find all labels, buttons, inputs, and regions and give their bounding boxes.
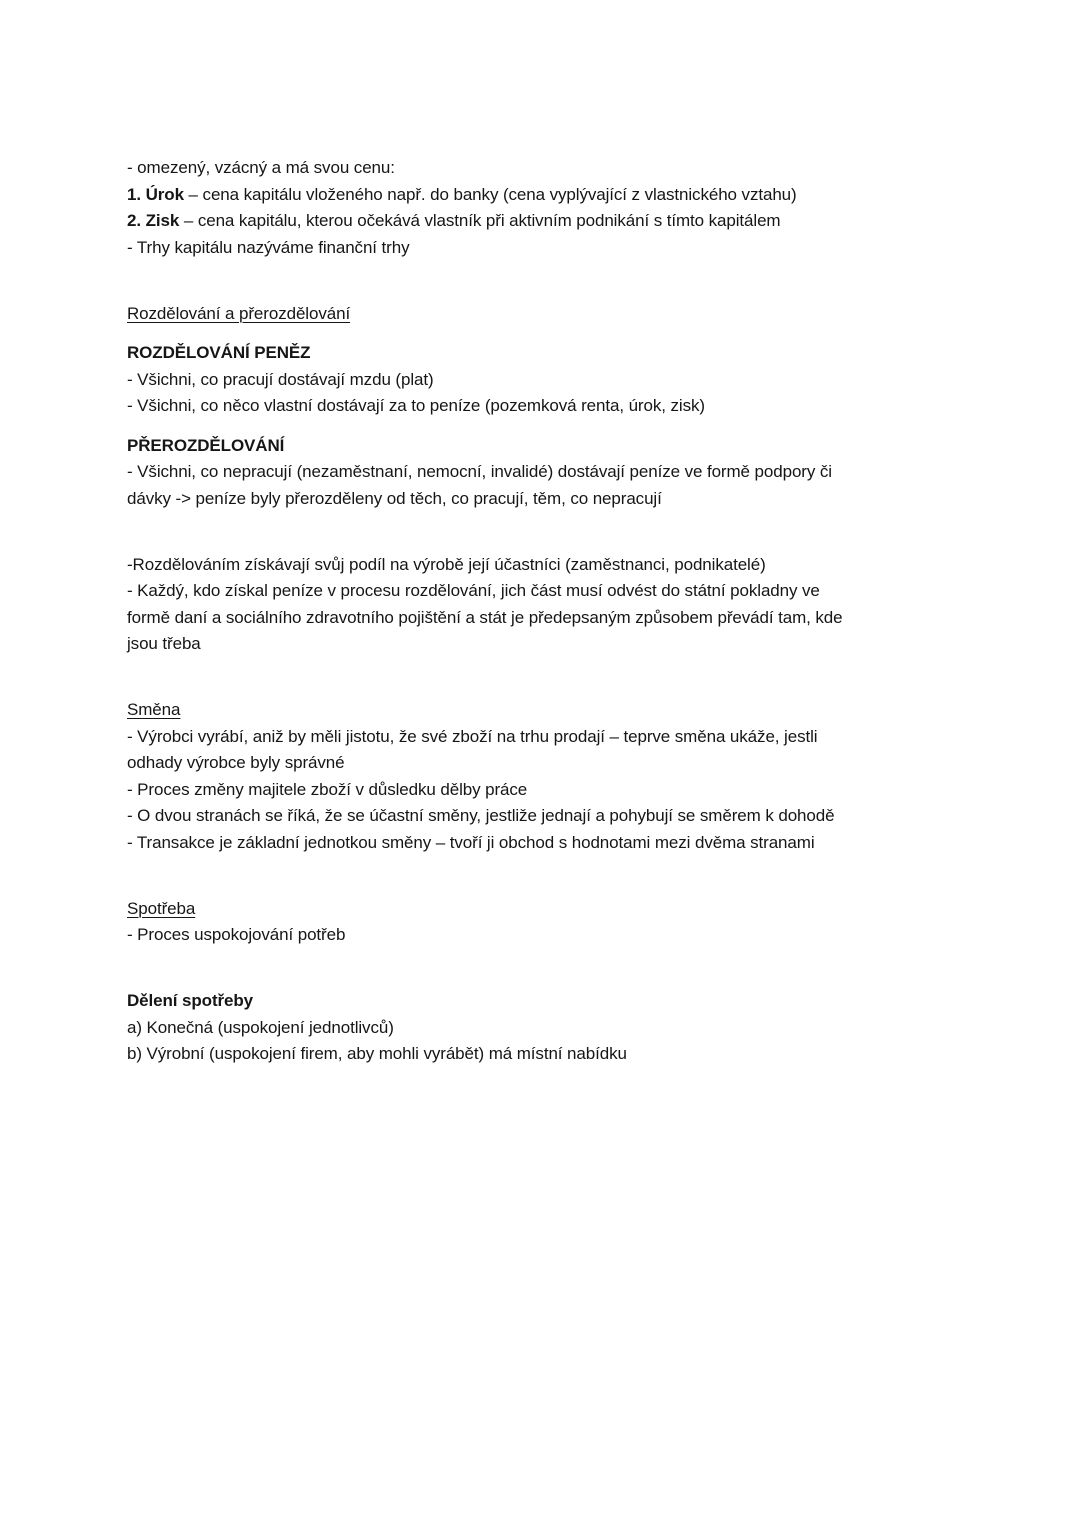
document-content (127, 155, 960, 1068)
text-segment: ROZDĚLOVÁNÍ PENĚZ (127, 343, 311, 362)
text-line (127, 697, 960, 724)
text-segment: - Všichni, co nepracují (nezaměstnaní, nemocní, invalidé) dostávají peníze ve formě podpory či (127, 462, 832, 481)
smena-paragraph (127, 697, 960, 856)
text-segment: - omezený, vzácný a má svou cenu: (127, 158, 395, 177)
text-segment: PŘEROZDĚLOVÁNÍ (127, 435, 285, 455)
text-line (127, 459, 960, 486)
text-segment: - Všichni, co pracují dostávají mzdu (plat) (127, 369, 434, 389)
text-segment: a) Konečná (uspokojení jednotlivců) (127, 1017, 394, 1037)
text-line (127, 208, 960, 235)
spacer (127, 525, 960, 552)
text-line (127, 182, 960, 209)
text-segment: -Rozdělováním získávají svůj podíl na výrobě její účastníci (zaměstnanci, podnikatelé) (127, 554, 766, 574)
text-line (127, 552, 960, 579)
spotreba-paragraph (127, 896, 960, 949)
text-segment: - Proces změny majitele zboží v důsledku dělby práce (127, 779, 528, 799)
text-line (127, 631, 960, 658)
text-line (127, 777, 960, 804)
text-line (127, 750, 960, 777)
text-segment: - Každý, kdo získal peníze v procesu rozdělování, jich část musí odvést do státní pokladny ve (127, 581, 820, 600)
text-line (127, 155, 960, 182)
spacer (127, 671, 960, 698)
text-line (127, 486, 960, 513)
text-segment: - Všichni, co něco vlastní dostávají za to peníze (pozemková renta, úrok, zisk) (127, 396, 705, 415)
text-segment: 2. Zisk (127, 211, 180, 230)
rozdelovani-penez-paragraph (127, 340, 960, 420)
text-segment: - Proces uspokojování potřeb (127, 925, 346, 944)
text-line (127, 922, 960, 949)
text-segment: b) Výrobní (uspokojení firem, aby mohli vyrábět) má místní nabídku (127, 1044, 627, 1063)
deleni-spotreby-paragraph (127, 988, 960, 1068)
spacer (127, 869, 960, 896)
text-segment: - O dvou stranách se říká, že se účastní směny, jestliže jednají a pohybují se směrem k dohodě (127, 806, 835, 825)
text-line (127, 340, 960, 367)
text-line (127, 235, 960, 262)
text-segment: Směna (127, 700, 181, 719)
text-segment: 1. Úrok (127, 184, 184, 204)
text-segment: Rozdělování a přerozdělování (127, 303, 351, 323)
text-line (127, 433, 960, 460)
text-segment: Spotřeba (127, 898, 196, 918)
text-line (127, 605, 960, 632)
text-line (127, 988, 960, 1015)
text-segment: jsou třeba (127, 634, 201, 653)
text-line (127, 1015, 960, 1042)
text-line (127, 1041, 960, 1068)
text-segment: Dělení spotřeby (127, 991, 254, 1010)
text-line (127, 896, 960, 923)
text-segment: - Trhy kapitálu nazýváme finanční trhy (127, 237, 410, 257)
text-line (127, 830, 960, 857)
text-segment: formě daní a sociálního zdravotního pojištění a stát je předepsaným způsobem převádí tam, kde (127, 607, 843, 627)
prerozdelovani-paragraph (127, 433, 960, 513)
text-segment: odhady výrobce byly správné (127, 753, 345, 772)
text-segment: dávky -> peníze byly přerozděleny od těch, co pracují, těm, co nepracují (127, 488, 662, 508)
text-line (127, 301, 960, 328)
text-line (127, 803, 960, 830)
text-segment: – cena kapitálu vloženého např. do banky (cena vyplývající z vlastnického vztahu) (183, 184, 797, 204)
section-title-rozdelovani (127, 301, 960, 328)
text-line (127, 578, 960, 605)
text-line (127, 367, 960, 394)
rozdelovani-detail-paragraph (127, 552, 960, 658)
text-segment: – cena kapitálu, kterou očekává vlastník při aktivním podnikání s tímto kapitálem (179, 211, 781, 230)
spacer (127, 962, 960, 989)
text-line (127, 724, 960, 751)
spacer (127, 274, 960, 301)
text-line (127, 393, 960, 420)
text-segment: - Výrobci vyrábí, aniž by měli jistotu, že své zboží na trhu prodají – teprve směna ukáže, jestli (127, 726, 818, 746)
text-segment: - Transakce je základní jednotkou směny – tvoří ji obchod s hodnotami mezi dvěma stranami (127, 832, 815, 852)
intro-capital-paragraph (127, 155, 960, 261)
